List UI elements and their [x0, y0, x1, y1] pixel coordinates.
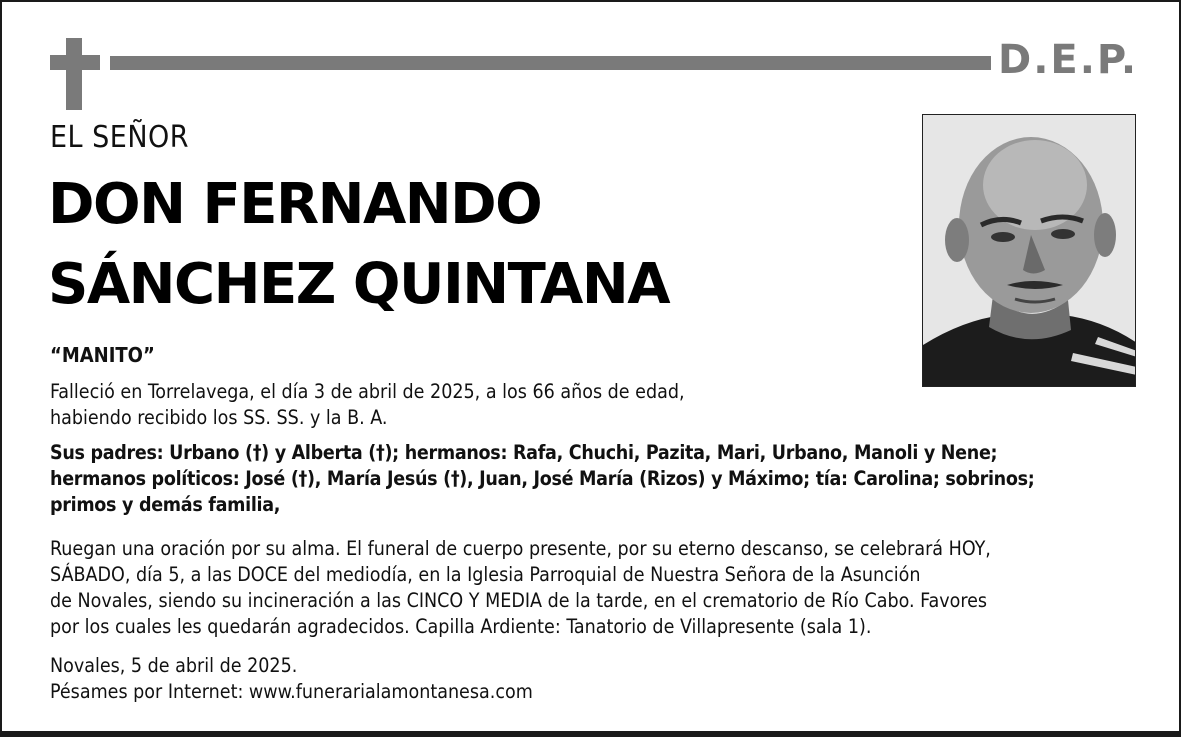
funeral-line: por los cuales les quedarán agradecidos. Capilla Ardiente: Tanatorio de Villapresente (sala 1).: [50, 615, 872, 638]
funeral-line: SÁBADO, día 5, a las DOCE del mediodía, en la Iglesia Parroquial de Nuestra Señora de la Asunción: [50, 563, 921, 586]
funeral-details: [50, 536, 991, 640]
portrait-photo: [922, 114, 1136, 387]
footer: [50, 653, 533, 705]
death-notice: [50, 379, 685, 431]
nickname: “MANITO”: [50, 343, 155, 367]
death-notice-line: habiendo recibido los SS. SS. y la B. A.: [50, 406, 388, 429]
header-rule: [110, 56, 991, 70]
deceased-name-line1: DON FERNANDO: [48, 172, 542, 237]
portrait-image: [923, 115, 1136, 387]
honorific-label: EL SEÑOR: [50, 120, 190, 155]
death-notice-line: Falleció en Torrelavega, el día 3 de abril de 2025, a los 66 años de edad,: [50, 380, 685, 403]
family-list: [50, 440, 1034, 518]
dep-label: D.E.P.: [998, 37, 1139, 83]
cross-icon: [66, 38, 82, 110]
deceased-name-line2: SÁNCHEZ QUINTANA: [48, 252, 670, 317]
place-date: Novales, 5 de abril de 2025.: [50, 654, 298, 677]
family-line: primos y demás familia,: [50, 493, 281, 516]
funeral-line: de Novales, siendo su incineración a las CINCO Y MEDIA de la tarde, en el crematorio de Río Cabo. Favores: [50, 589, 988, 612]
condolences-website: Pésames por Internet: www.funerarialamontanesa.com: [50, 680, 533, 703]
cross-icon-bar: [50, 55, 100, 70]
family-line: Sus padres: Urbano (†) y Alberta (†); hermanos: Rafa, Chuchi, Pazita, Mari, Urbano, Manoli y Nene;: [50, 441, 998, 464]
family-line: hermanos políticos: José (†), María Jesús (†), Juan, José María (Rizos) y Máximo; tía: Carolina; sobrinos;: [50, 467, 1035, 490]
funeral-line: Ruegan una oración por su alma. El funeral de cuerpo presente, por su eterno descanso, se celebrará HOY,: [50, 537, 991, 560]
